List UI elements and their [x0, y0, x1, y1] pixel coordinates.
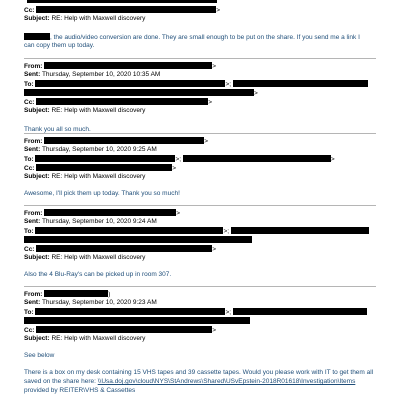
to-separator: >;: [225, 81, 232, 88]
message-3-from-line: [24, 137, 208, 146]
sent-value: Thursday, September 10, 2020 9:25 AM: [41, 146, 157, 153]
redaction-bar: [27, 0, 217, 3]
message-4-sent-line: [24, 218, 157, 227]
sent-label: Sent:: [24, 146, 41, 153]
message-5-to-line-2: [24, 317, 250, 326]
message-2-cc-line: [24, 98, 212, 107]
to-value-end: >: [330, 156, 335, 163]
from-value-end: ): [108, 291, 111, 298]
body-text: Awesome, I'll pick them up today. Thank you so much!: [24, 190, 180, 197]
sent-value: Thursday, September 10, 2020 10:35 AM: [41, 71, 161, 78]
body-text: saved on the share here:: [24, 378, 98, 385]
redaction-bar: [36, 326, 212, 333]
redaction-bar: [24, 33, 50, 40]
message-divider: [24, 133, 376, 134]
message-4-to-line: [24, 227, 369, 236]
message-divider: [24, 58, 376, 59]
sent-value: Thursday, September 10, 2020 9:24 AM: [41, 218, 157, 225]
message-3-cc-line: [24, 164, 176, 173]
to-separator: >;: [175, 156, 182, 163]
message-3-sent-line: [24, 146, 157, 155]
redaction-bar: [35, 308, 225, 315]
message-2-to-line: [24, 80, 368, 89]
message-5-body-line-2: [24, 369, 373, 378]
message-4-cc-line: [24, 245, 216, 254]
redaction-bar: [233, 80, 368, 87]
message-5-body-line-1: [24, 352, 54, 361]
message-5-sent-line: [24, 299, 157, 308]
message-5-to-line: [24, 308, 367, 317]
body-text: There is a box on my desk containing 15 VHS tapes and 39 cassette tapes. Would you please work with IT to get them all: [24, 369, 374, 376]
message-divider: [24, 205, 376, 206]
to-label: To:: [24, 81, 34, 88]
from-value-end: >: [204, 138, 209, 145]
header-subject-line: [24, 15, 145, 24]
redaction-bar: [35, 155, 175, 162]
message-1-body-line-2: [24, 42, 94, 51]
message-5-body-line-4: [24, 387, 135, 396]
body-text: Thank you all so much.: [24, 126, 91, 133]
redaction-bar: [231, 227, 369, 234]
from-value-end: >: [212, 63, 217, 70]
cc-value-end: >: [212, 246, 217, 253]
sent-label: Sent:: [24, 71, 41, 78]
message-3-subject-line: [24, 173, 145, 182]
message-2-to-line-2: [24, 89, 258, 98]
subject-value: RE: Help with Maxwell discovery: [51, 15, 146, 22]
redaction-bar: [35, 80, 225, 87]
redaction-bar: [44, 290, 111, 298]
subject-value: RE: Help with Maxwell discovery: [51, 254, 146, 261]
redaction-bar: [36, 164, 172, 171]
redaction-bar: [233, 308, 367, 315]
from-label: From:: [24, 138, 43, 145]
cc-label: Cc:: [24, 246, 35, 253]
body-text: , the audio/video conversion are done. They are small enough to be put on the share. If you send me a link I: [50, 34, 360, 41]
from-label: From:: [24, 210, 43, 217]
message-4-from-line: [24, 209, 180, 218]
redaction-bar: [35, 227, 223, 234]
message-1-body-line-1: [24, 33, 360, 42]
subject-value: RE: Help with Maxwell discovery: [51, 173, 146, 180]
message-2-subject-line: [24, 107, 145, 116]
from-label: From:: [24, 63, 43, 70]
redaction-bar: [24, 317, 250, 324]
subject-label: Subject:: [24, 173, 50, 180]
message-3-to-line: [24, 155, 335, 164]
subject-value: RE: Help with Maxwell discovery: [51, 107, 146, 114]
redaction-bar: [24, 236, 252, 243]
header-cc-line: [24, 6, 220, 15]
cc-label: Cc:: [24, 99, 35, 106]
redaction-bar: [36, 6, 216, 13]
from-value-end: >: [176, 210, 181, 217]
to-label: To:: [24, 156, 34, 163]
sent-label: Sent:: [24, 299, 41, 306]
to-separator: >;: [225, 309, 232, 316]
sent-value: Thursday, September 10, 2020 9:23 AM: [41, 299, 157, 306]
redaction-bar: [36, 98, 208, 105]
body-text: can copy them up today.: [24, 42, 95, 49]
redaction-bar: [44, 137, 204, 144]
redaction-bar: [183, 155, 331, 162]
message-5-body-line-3: [24, 378, 355, 387]
message-2-from-line: [24, 62, 216, 71]
redaction-bar: [44, 209, 176, 216]
to-value-end: >: [254, 90, 258, 97]
cc-value-end: >: [212, 327, 217, 334]
subject-label: Subject:: [24, 335, 50, 342]
to-label: To:: [24, 309, 34, 316]
message-5-from-line: [24, 290, 110, 299]
from-label: From:: [24, 291, 43, 298]
message-3-body: [24, 190, 180, 199]
body-text: Also the 4 Blu-Ray's can be picked up in room 307.: [24, 271, 172, 278]
to-label: To:: [24, 228, 34, 235]
redaction-bar: [36, 245, 212, 252]
body-text: provided by REITER\VHS & Cassettes: [24, 387, 136, 394]
body-text: See below: [24, 352, 55, 359]
share-path-link[interactable]: \\Usa.doj.gov\cloud\NYS\StAndrews\Shared\USvEpstein-2018R01618\Investigation\Items: [97, 378, 356, 385]
message-2-sent-line: [24, 71, 160, 80]
message-5-subject-line: [24, 335, 145, 344]
message-divider: [24, 286, 376, 287]
redaction-bar: [44, 62, 212, 69]
to-separator: >;: [223, 228, 230, 235]
redaction-bar: [24, 89, 254, 96]
cc-label: Cc:: [24, 165, 35, 172]
cc-value-end: >: [216, 7, 221, 14]
cc-label: Cc:: [24, 327, 35, 334]
cc-value-end: >: [208, 99, 213, 106]
subject-value: RE: Help with Maxwell discovery: [51, 335, 146, 342]
subject-label: Subject:: [24, 15, 50, 22]
message-5-cc-line: [24, 326, 216, 335]
subject-label: Subject:: [24, 107, 50, 114]
message-4-to-line-2: [24, 236, 252, 245]
message-4-subject-line: [24, 254, 145, 263]
message-4-body: [24, 271, 171, 280]
cc-label: Cc:: [24, 7, 35, 14]
sent-label: Sent:: [24, 218, 41, 225]
cc-value-end: >: [172, 165, 177, 172]
subject-label: Subject:: [24, 254, 50, 261]
